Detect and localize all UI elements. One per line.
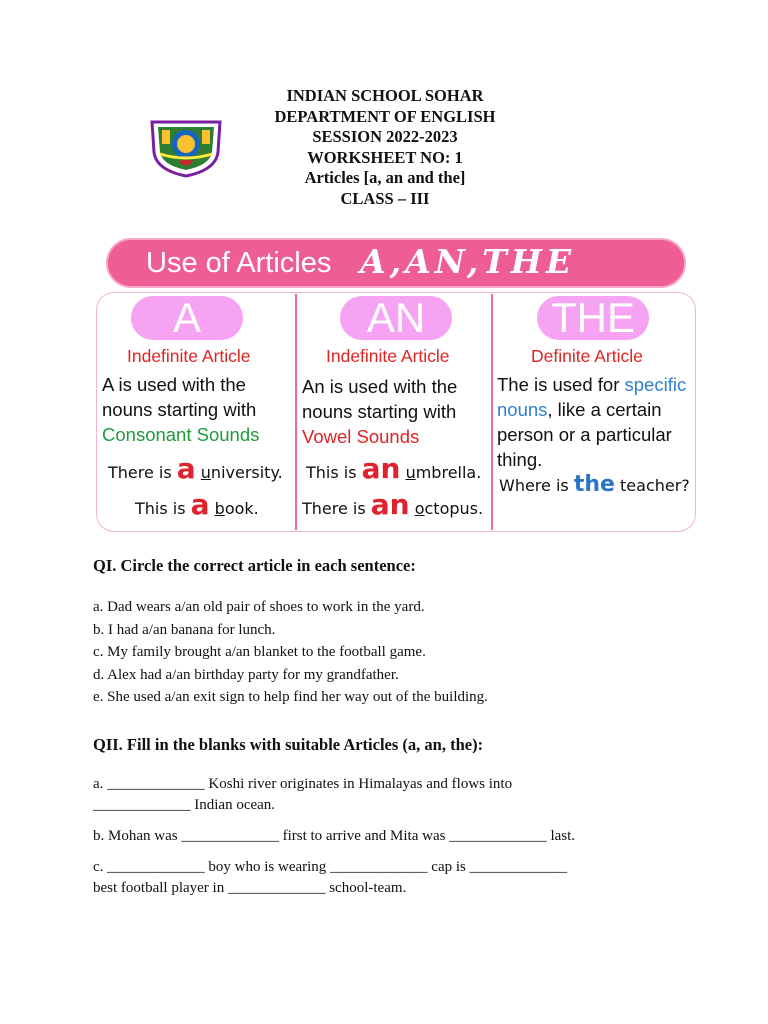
question-2-item-c: [93, 857, 567, 898]
fill-line: c. _____________ boy who is wearing _____________ cap is _____________: [93, 859, 568, 875]
example-article: the: [573, 472, 615, 497]
description-the: [497, 372, 686, 472]
fill-line: b. Mohan was _____________ first to arrive and Mita was _____________ last.: [93, 828, 576, 844]
description-text: The is used for: [497, 374, 625, 395]
example-an-2: [302, 488, 483, 521]
question-2-item-a: [93, 774, 512, 815]
fill-line: best football player in _____________ school-team.: [93, 879, 407, 896]
example-an-1: [306, 452, 481, 485]
description-line: A is used with the: [102, 374, 246, 395]
session: SESSION 2022-2023: [312, 127, 458, 146]
pill-an: AN: [340, 296, 452, 340]
example-a-2: [135, 488, 259, 521]
description-line: person or a particular: [497, 424, 672, 445]
question-1-heading: QI. Circle the correct article in each sentence:: [93, 556, 416, 575]
description-text: , like a certain: [547, 399, 662, 420]
list-item: c. My family brought a/an blanket to the football game.: [93, 644, 426, 661]
question-1-list: [93, 596, 488, 709]
example-text: This is: [135, 499, 191, 518]
example-text: This is: [306, 463, 362, 482]
column-divider: [491, 294, 493, 530]
example-underlined: b: [214, 499, 225, 518]
example-text: There is: [302, 499, 371, 518]
question-2-heading: QII. Fill in the blanks with suitable Articles (a, an, the):: [93, 735, 484, 754]
example-text: ctopus.: [424, 499, 484, 518]
class-label: CLASS – III: [340, 188, 430, 208]
fill-line: a. _____________ Koshi river originates in Himalayas and flows into: [93, 776, 513, 792]
example-text: Where is: [499, 476, 574, 495]
article-kind-an: Indefinite Article: [326, 346, 450, 366]
school-name: INDIAN SCHOOL SOHAR: [286, 86, 484, 105]
specific-highlight: specific: [624, 374, 687, 395]
article-kind-a: Indefinite Article: [127, 346, 251, 366]
description-line: thing.: [497, 449, 543, 470]
example-article: a: [190, 488, 210, 521]
example-article: an: [370, 488, 410, 521]
nouns-highlight: nouns: [497, 399, 548, 420]
example-text: mbrella.: [415, 463, 482, 482]
description-line: nouns starting with: [302, 401, 457, 422]
example-a-1: [108, 452, 283, 485]
vowel-sounds-label: Vowel Sounds: [302, 426, 420, 447]
example-article: an: [361, 452, 401, 485]
worksheet-topic: Articles [a, an and the]: [304, 168, 466, 187]
example-underlined: u: [200, 463, 211, 482]
consonant-sounds-label: Consonant Sounds: [102, 424, 260, 445]
example-underlined: u: [405, 463, 416, 482]
pill-a: A: [131, 296, 243, 340]
column-divider: [295, 294, 297, 530]
list-item: b. I had a/an banana for lunch.: [93, 621, 276, 638]
example-the: [499, 472, 690, 497]
fill-line: _____________ Indian ocean.: [93, 796, 276, 813]
description-an: [302, 374, 457, 449]
banner-title: Use of Articles: [146, 247, 332, 279]
worksheet-number: WORKSHEET NO: 1: [307, 147, 463, 167]
worksheet-header: [200, 86, 570, 209]
question-2-item-b: [93, 826, 575, 847]
example-text: teacher?: [614, 476, 690, 495]
description-line: nouns starting with: [102, 399, 257, 420]
description-line: An is used with the: [302, 376, 458, 397]
list-item: e. She used a/an exit sign to help find her way out of the building.: [93, 689, 488, 706]
list-item: d. Alex had a/an birthday party for my grandfather.: [93, 666, 399, 683]
banner-articles: A,AN,THE: [360, 242, 576, 281]
description-a: [102, 372, 259, 447]
pill-the: THE: [537, 296, 649, 340]
article-kind-the: Definite Article: [531, 346, 643, 366]
example-text: niversity.: [210, 463, 283, 482]
example-article: a: [176, 452, 196, 485]
example-underlined: o: [414, 499, 425, 518]
example-text: There is: [108, 463, 177, 482]
articles-banner: [106, 238, 686, 288]
list-item: a. Dad wears a/an old pair of shoes to work in the yard.: [93, 599, 425, 615]
department-name: DEPARTMENT OF ENGLISH: [274, 106, 496, 126]
example-text: ook.: [224, 499, 259, 518]
